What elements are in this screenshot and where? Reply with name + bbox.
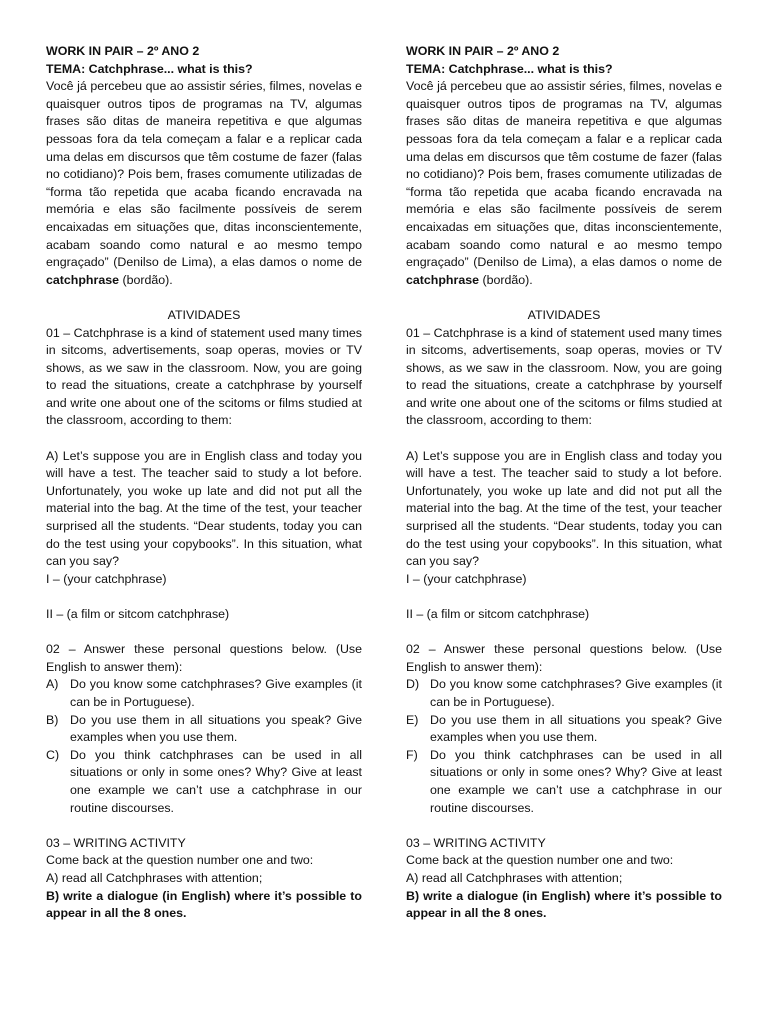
intro-keyword: catchphrase: [46, 272, 120, 287]
list-item: [406, 676, 722, 711]
list-item: [406, 747, 722, 817]
worksheet-title: WORK IN PAIR – 2º ANO 2: [46, 44, 200, 58]
question-3-line-1: Come back at the question number one and two:: [406, 853, 674, 868]
intro-text: Você já percebeu que ao assistir séries, filmes, novelas e quaisquer outros tipos de programas na TV, algumas frases são ditas de maneira repetitiva e que algumas pessoas fora da tela começam a falar e a replicar cada uma delas em discursos que têm costume de fazer (falas no cotidiano)? Pois bem, frases comumente utilizadas de “forma tão repetida que acaba ficando encravada na memória e elas são facilmente possíveis de serem encaixadas em situações que, ditas inconscientemente, acabam soando como natural e ao mesmo tempo engraçado” (Denilso de Lima), a elas damos o nome de: [406, 79, 722, 270]
list-item-text: Do you know some catchphrases? Give examples (it can be in Portuguese).: [70, 677, 362, 709]
intro-ending: (bordão).: [119, 272, 173, 287]
question-3-line-3: B) write a dialogue (in English) where it’s possible to appear in all the 8 ones.: [406, 888, 722, 921]
list-item-letter: D): [406, 677, 420, 692]
list-item: [46, 747, 362, 817]
question-2-list: [46, 676, 362, 817]
question-1: 01 – Catchphrase is a kind of statement used many times in sitcoms, advertisements, soap operas, movies or TV shows, as we saw in the classroom. Now, you are going to read the situations, create a catchphrase by yourself and write one about one of the scitoms or films studied at the classroom, according to them:: [406, 325, 722, 428]
intro-paragraph: [406, 78, 722, 289]
question-3-line-1: Come back at the question number one and two:: [46, 853, 314, 868]
question-3: 03 – WRITING ACTIVITY: [46, 835, 186, 850]
answer-item-ii: II – (a film or sitcom catchphrase): [406, 607, 590, 621]
intro-ending: (bordão).: [479, 272, 533, 287]
intro-paragraph: [46, 78, 362, 289]
worksheet-theme: TEMA: Catchphrase... what is this?: [406, 61, 613, 76]
list-item-text: Do you use them in all situations you speak? Give examples when you use them.: [430, 712, 722, 745]
question-3: 03 – WRITING ACTIVITY: [406, 835, 546, 850]
intro-text: Você já percebeu que ao assistir séries, filmes, novelas e quaisquer outros tipos de programas na TV, algumas frases são ditas de maneira repetitiva e que algumas pessoas fora da tela começam a falar e a replicar cada uma delas em discursos que têm costume de fazer (falas no cotidiano)? Pois bem, frases comumente utilizadas de “forma tão repetida que acaba ficando encravada na memória e elas são facilmente possíveis de serem encaixadas em situações que, ditas inconscientemente, acabam soando como natural e ao mesmo tempo engraçado” (Denilso de Lima), a elas damos o nome de: [46, 79, 362, 270]
list-item-letter: E): [406, 712, 419, 727]
answer-item-i: I – (your catchphrase): [46, 571, 167, 586]
activities-heading: ATIVIDADES: [527, 307, 601, 322]
situation-a: A) Let’s suppose you are in English class and today you will have a test. The teacher said to study a lot before. Unfortunately, you woke up late and did not put all the material into the bag. At the time of the test, your teacher surprised all the students. “Dear students, today you can do the test using your copybooks”. In this situation, what can you say?: [406, 448, 722, 569]
answer-item-ii: II – (a film or sitcom catchphrase): [46, 607, 230, 621]
list-item-text: Do you think catchphrases can be used in all situations or only in some ones? Why? Give at least one example we can’t use a catchphrase in our routine discourses.: [70, 747, 362, 815]
question-3-line-2: A) read all Catchphrases with attention;: [406, 870, 623, 885]
question-1: 01 – Catchphrase is a kind of statement used many times in sitcoms, advertisements, soap operas, movies or TV shows, as we saw in the classroom. Now, you are going to read the situations, create a catchphrase by yourself and write one about one of the scitoms or films studied at the classroom, according to them:: [46, 325, 362, 428]
question-3-line-3: B) write a dialogue (in English) where it’s possible to appear in all the 8 ones.: [46, 888, 362, 921]
situation-a: A) Let’s suppose you are in English class and today you will have a test. The teacher said to study a lot before. Unfortunately, you woke up late and did not put all the material into the bag. At the time of the test, your teacher surprised all the students. “Dear students, today you can do the test using your copybooks”. In this situation, what can you say?: [46, 448, 362, 569]
list-item: [46, 676, 362, 711]
list-item-letter: F): [406, 747, 418, 762]
list-item-letter: A): [46, 677, 59, 692]
worksheet-title: WORK IN PAIR – 2º ANO 2: [406, 44, 560, 58]
list-item-text: Do you use them in all situations you speak? Give examples when you use them.: [70, 712, 362, 745]
list-item-text: Do you think catchphrases can be used in all situations or only in some ones? Why? Give at least one example we can’t use a catchphrase in our routine discourses.: [430, 747, 722, 815]
worksheet-column-left: [46, 43, 362, 923]
question-2: 02 – Answer these personal questions below. (Use English to answer them):: [406, 642, 722, 674]
list-item-letter: B): [46, 712, 59, 727]
list-item-text: Do you know some catchphrases? Give examples (it can be in Portuguese).: [430, 677, 722, 709]
list-item-letter: C): [46, 747, 60, 762]
answer-item-i: I – (your catchphrase): [406, 571, 527, 586]
question-2: 02 – Answer these personal questions below. (Use English to answer them):: [46, 642, 362, 674]
intro-keyword: catchphrase: [406, 272, 480, 287]
worksheet-theme: TEMA: Catchphrase... what is this?: [46, 61, 253, 76]
question-2-list: [406, 676, 722, 817]
activities-heading: ATIVIDADES: [167, 307, 241, 322]
list-item: [406, 712, 722, 747]
worksheet-column-right: [406, 43, 722, 923]
question-3-line-2: A) read all Catchphrases with attention;: [46, 870, 263, 885]
list-item: [46, 712, 362, 747]
